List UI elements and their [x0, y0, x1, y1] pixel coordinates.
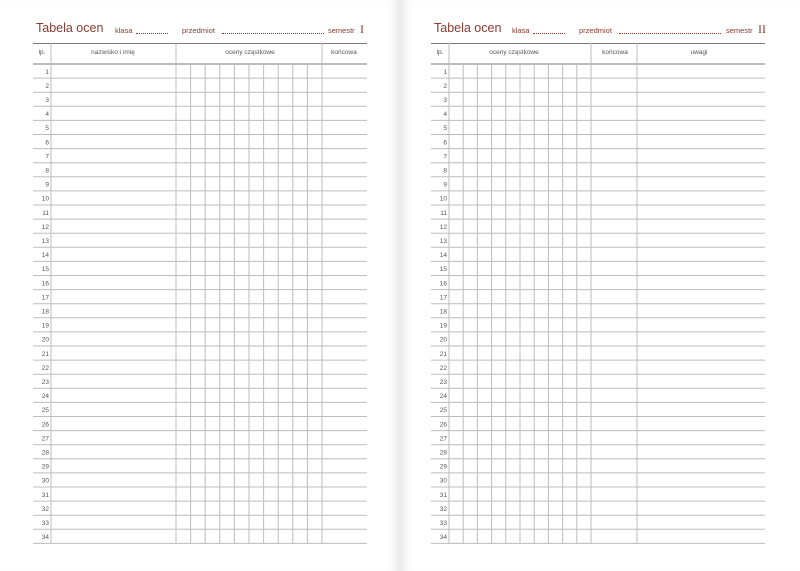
row-number: 3	[443, 97, 447, 104]
row-number: 23	[439, 379, 447, 386]
row-number: 3	[45, 97, 49, 104]
right-page-header	[434, 19, 766, 39]
left-page-header	[36, 19, 368, 39]
row-number: 19	[439, 322, 447, 330]
row-number: 33	[439, 520, 447, 527]
row-number: 20	[41, 336, 49, 344]
row-number: 27	[439, 435, 447, 443]
row-number: 26	[439, 421, 447, 429]
row-number: 34	[41, 534, 49, 542]
row-number: 4	[45, 111, 49, 119]
row-number: 5	[443, 125, 447, 133]
row-number: 14	[41, 252, 49, 260]
row-number: 13	[41, 238, 49, 245]
row-number: 34	[439, 534, 447, 542]
column-header-grades: oceny cząstkowe	[225, 49, 275, 56]
grade-table-right	[431, 43, 771, 548]
row-number: 29	[439, 463, 447, 471]
row-number: 21	[439, 350, 447, 358]
row-number: 8	[443, 167, 447, 175]
row-number: 12	[41, 223, 49, 231]
row-number: 9	[443, 181, 447, 189]
row-number: 18	[439, 308, 447, 316]
column-header-final: końcowa	[331, 49, 357, 56]
left-page	[0, 0, 398, 571]
row-number: 4	[443, 111, 447, 119]
row-number: 20	[439, 336, 447, 344]
row-number: 28	[41, 449, 49, 457]
column-header-final: końcowa	[602, 49, 628, 56]
row-number: 7	[443, 153, 447, 161]
class-field[interactable]	[533, 33, 565, 34]
row-number: 5	[45, 125, 49, 133]
row-number: 14	[439, 252, 447, 260]
column-header-grades: oceny cząstkowe	[489, 49, 539, 56]
semester-number: I	[360, 22, 364, 36]
row-number: 17	[41, 294, 49, 302]
row-number: 22	[439, 364, 447, 372]
row-number: 13	[439, 238, 447, 245]
row-number: 32	[439, 505, 447, 513]
row-number: 15	[41, 266, 49, 274]
row-number: 23	[41, 379, 49, 386]
column-header-lp: lp.	[38, 49, 46, 56]
semester-label: semestr	[726, 26, 753, 35]
class-label: klasa	[115, 26, 133, 35]
row-number: 31	[41, 491, 49, 499]
row-number: 31	[439, 491, 447, 499]
page-title: Tabela ocen	[36, 21, 104, 35]
row-number: 11	[42, 209, 49, 217]
row-number: 12	[439, 223, 447, 231]
row-number: 7	[45, 153, 49, 161]
row-number: 10	[439, 195, 447, 203]
row-number: 24	[439, 393, 447, 401]
row-number: 15	[439, 266, 447, 274]
subject-label: przedmiot	[182, 26, 215, 35]
row-number: 32	[41, 505, 49, 513]
column-header-lp: lp.	[436, 49, 444, 56]
column-header-notes: uwagi	[690, 49, 708, 56]
row-number: 1	[443, 68, 447, 76]
row-number: 27	[41, 435, 49, 443]
page-title: Tabela ocen	[434, 21, 502, 35]
row-number: 25	[41, 407, 49, 415]
row-number: 16	[41, 280, 49, 288]
row-number: 10	[41, 195, 49, 203]
right-page	[402, 0, 800, 571]
row-number: 26	[41, 421, 49, 429]
row-number: 30	[439, 477, 447, 485]
row-number: 9	[45, 181, 49, 189]
column-header-name: nazwisko i imię	[91, 49, 135, 56]
subject-field[interactable]	[222, 33, 324, 34]
row-number: 28	[439, 449, 447, 457]
row-number: 33	[41, 520, 49, 527]
subject-field[interactable]	[619, 33, 721, 34]
class-label: klasa	[512, 26, 530, 35]
row-number: 8	[45, 167, 49, 175]
row-number: 22	[41, 364, 49, 372]
row-number: 1	[45, 68, 49, 76]
row-number: 16	[439, 280, 447, 288]
grade-table-left	[33, 43, 373, 548]
row-number: 21	[41, 350, 49, 358]
row-number: 2	[45, 82, 49, 90]
row-number: 11	[440, 209, 447, 217]
row-number: 6	[443, 139, 447, 147]
row-number: 29	[41, 463, 49, 471]
row-number: 25	[439, 407, 447, 415]
row-number: 17	[439, 294, 447, 302]
semester-label: semestr	[328, 26, 355, 35]
row-number: 2	[443, 82, 447, 90]
row-number: 18	[41, 308, 49, 316]
class-field[interactable]	[136, 33, 168, 34]
semester-number: II	[758, 22, 766, 36]
row-number: 24	[41, 393, 49, 401]
row-number: 19	[41, 322, 49, 330]
row-number: 6	[45, 139, 49, 147]
row-number: 30	[41, 477, 49, 485]
subject-label: przedmiot	[579, 26, 612, 35]
